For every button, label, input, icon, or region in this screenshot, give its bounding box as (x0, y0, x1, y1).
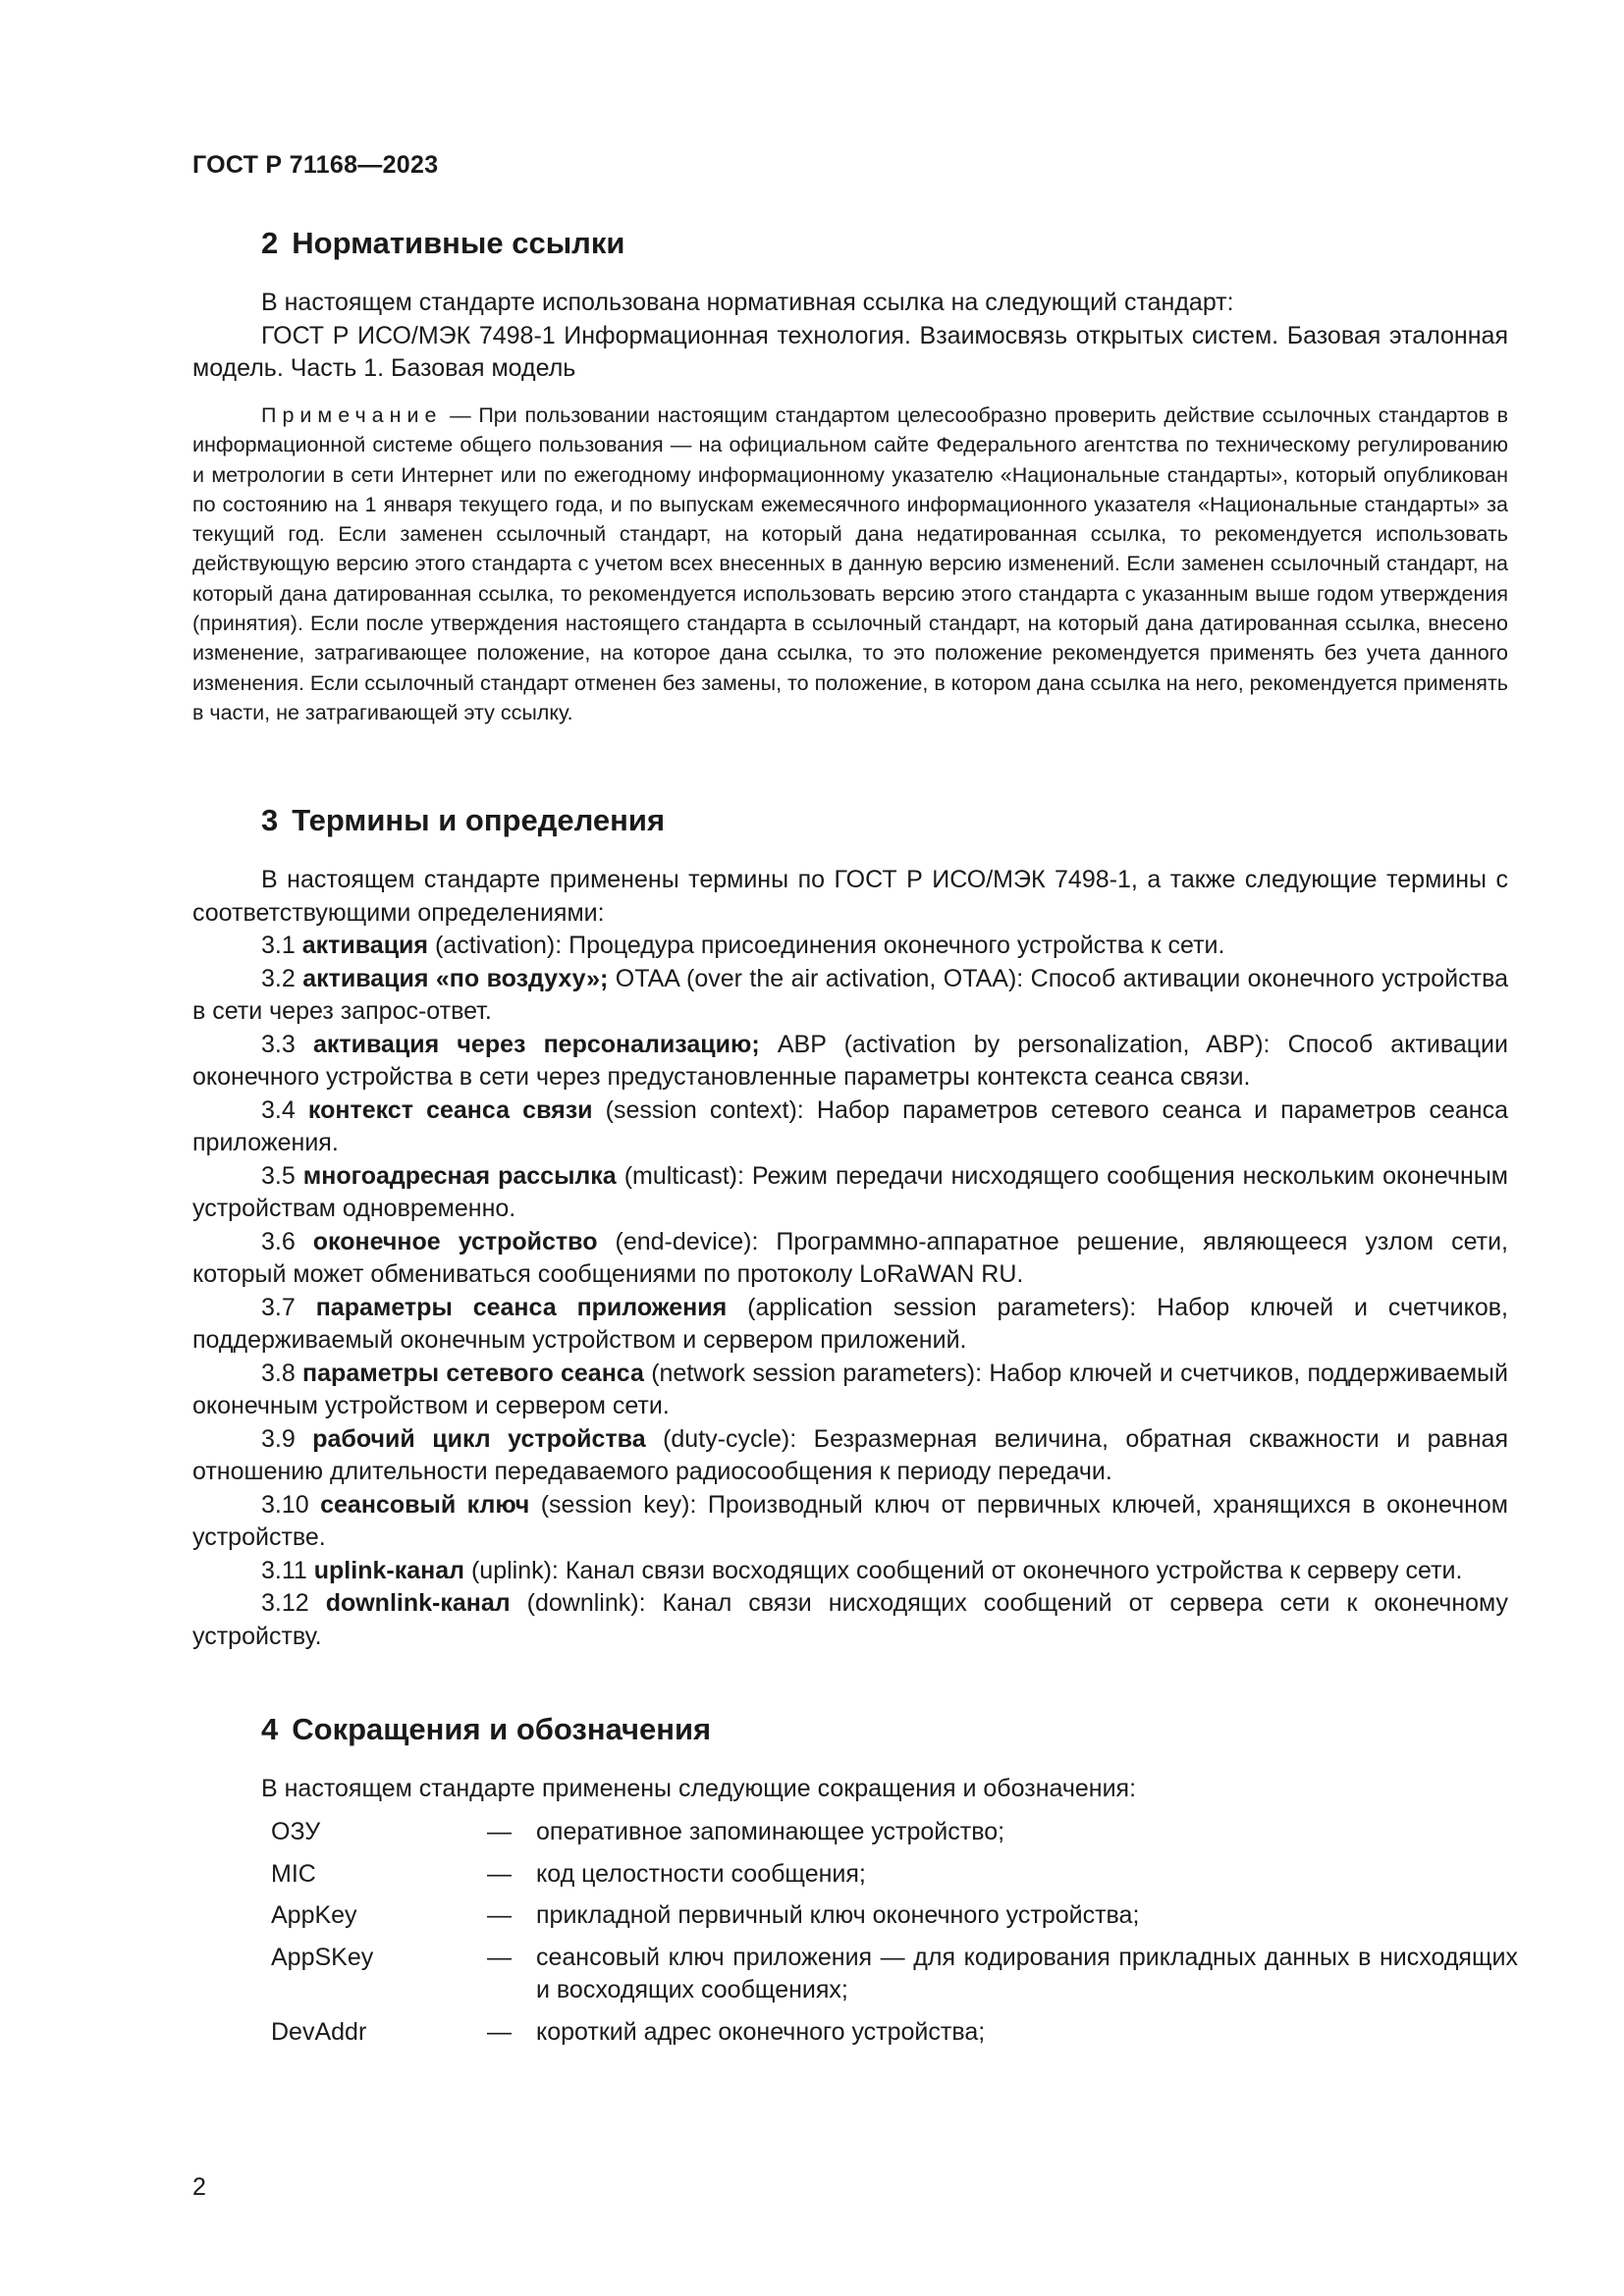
section-4-body (192, 1773, 1508, 1806)
term-item (192, 1423, 1508, 1489)
term-definition: (activation): Процедура присоединения оконечного устройства к сети. (428, 932, 1225, 959)
term-name: сеансовый ключ (320, 1490, 530, 1519)
term-name: оконечное устройство (312, 1227, 598, 1255)
term-item (192, 1095, 1508, 1160)
abbreviation-row (271, 1942, 1518, 2007)
section-3-body (192, 864, 1508, 1653)
document-header: ГОСТ Р 71168—2023 (192, 151, 439, 179)
term-name: активация «по воздуху»; (302, 964, 609, 992)
term-number: 3.4 (261, 1095, 296, 1124)
term-item (192, 930, 1508, 963)
term-number: 3.1 (261, 932, 296, 959)
section-2-body (192, 287, 1508, 386)
term-name: параметры сетевого сеанса (302, 1359, 644, 1387)
term-item (192, 1292, 1508, 1358)
abbreviation-dash: — (487, 1901, 512, 1929)
term-number: 3.12 (261, 1589, 309, 1617)
term-definition: (downlink): Канал связи нисходящих сообщений от сервера сети к оконечному устройству. (192, 1589, 1508, 1650)
section-2-reference: ГОСТ Р ИСО/МЭК 7498-1 Информационная технология. Взаимосвязь открытых систем. Базовая эталонная модель. Часть 1. Базовая модель (192, 321, 1508, 382)
term-name: многоадресная рассылка (302, 1161, 617, 1190)
abbreviation-definition: прикладной первичный ключ оконечного устройства; (536, 1901, 1140, 1929)
term-item (192, 1555, 1508, 1588)
section-3-number: 3 (261, 803, 279, 837)
abbreviation-code: AppSKey (271, 1943, 374, 1971)
page-number: 2 (192, 2173, 206, 2201)
term-number: 3.2 (261, 964, 296, 992)
section-3-intro: В настоящем стандарте применены термины по ГОСТ Р ИСО/МЭК 7498-1, а также следующие термины с соответствующими определениями: (192, 866, 1508, 927)
abbreviation-row (271, 1899, 1518, 1933)
term-name: рабочий цикл устройства (312, 1424, 646, 1453)
abbreviation-code: AppKey (271, 1901, 357, 1929)
term-item (192, 1358, 1508, 1423)
abbreviation-code: MIC (271, 1859, 316, 1888)
term-name: активация через персонализацию; (312, 1030, 760, 1058)
term-number: 3.10 (261, 1490, 309, 1519)
abbreviation-dash: — (487, 1859, 512, 1888)
term-item (192, 1226, 1508, 1292)
abbreviation-dash: — (487, 1943, 512, 1971)
term-definition: (session context): Набор параметров сетевого сеанса и параметров сеанса приложения. (192, 1095, 1508, 1156)
section-4-intro: В настоящем стандарте применены следующие сокращения и обозначения: (261, 1775, 1137, 1802)
term-definition: ABP (activation by personalization, ABP): Способ активации оконечного устройства в сети через предустановленные параметры контекста сеанса связи. (192, 1030, 1508, 1091)
term-number: 3.11 (261, 1556, 307, 1584)
abbreviation-row (271, 1816, 1518, 1849)
term-number: 3.8 (261, 1359, 296, 1387)
section-2-title: Нормативные ссылки (292, 226, 625, 260)
section-2-heading (261, 226, 624, 261)
section-2-note (192, 400, 1508, 727)
abbreviation-definition: сеансовый ключ приложения — для кодирования прикладных данных в нисходящих и восходящих сообщениях; (536, 1943, 1518, 2003)
section-2-number: 2 (261, 226, 279, 260)
term-number: 3.9 (261, 1424, 296, 1453)
term-number: 3.6 (261, 1227, 296, 1255)
term-item (192, 1489, 1508, 1555)
section-2-intro: В настоящем стандарте использована нормативная ссылка на следующий стандарт: (261, 289, 1234, 316)
note-label: Примечание (261, 403, 443, 427)
term-definition: (network session parameters): Набор ключей и счетчиков, поддерживаемый оконечным устройством и сервером сети. (192, 1359, 1508, 1419)
section-3-title: Термины и определения (292, 803, 666, 837)
term-name: uplink-канал (313, 1556, 465, 1584)
note-text: — При пользовании настоящим стандартом целесообразно проверить действие ссылочных стандартов в информационной системе общего пользования — на официальном сайте Федерального агентства по техническому регулированию и метрологии в сети Интернет или по ежегодному информационному указателю «Национальные стандарты», который опубликован по состоянию на 1 января текущего года, и по выпускам ежемесячного информационного указателя «Национальные стандарты» за текущий год. Если заменен ссылочный стандарт, на который дана недатированная ссылка, то рекомендуется использовать действующую версию этого стандарта с учетом всех внесенных в данную версию изменений. Если заменен ссылочный стандарт, на который дана датированная ссылка, то рекомендуется использовать версию этого стандарта с указанным выше годом утверждения (принятия). Если после утверждения настоящего стандарта в ссылочный стандарт, на который дана датированная ссылка, внесено изменение, затрагивающее положение, на которое дана ссылка, то это положение рекомендуется применять без учета данного изменения. Если ссылочный стандарт отменен без замены, то положение, в котором дана ссылка на него, рекомендуется применять в части, не затрагивающей эту ссылку. (192, 403, 1508, 724)
abbreviation-definition: оперативное запоминающее устройство; (536, 1818, 1005, 1845)
abbreviation-dash: — (487, 2017, 512, 2046)
abbreviation-row (271, 2016, 1518, 2050)
term-definition: (end-device): Программно-аппаратное решение, являющееся узлом сети, который может обмениваться сообщениями по протоколу LoRaWAN RU. (192, 1227, 1509, 1288)
section-4-title: Сокращения и обозначения (292, 1712, 712, 1746)
terms-list (192, 930, 1508, 1653)
abbreviation-dash: — (487, 1818, 512, 1845)
term-number: 3.5 (261, 1161, 296, 1190)
term-number: 3.3 (261, 1030, 296, 1058)
abbreviations-list (271, 1816, 1518, 2057)
abbreviation-row (271, 1858, 1518, 1892)
term-definition: (multicast): Режим передачи нисходящего сообщения нескольким оконечным устройствам одновременно. (192, 1161, 1508, 1222)
term-name: параметры сеанса приложения (315, 1293, 728, 1321)
term-definition: (uplink): Канал связи восходящих сообщений от оконечного устройства к серверу сети. (464, 1556, 1463, 1584)
term-item (192, 963, 1508, 1029)
abbreviation-definition: код целостности сообщения; (536, 1859, 866, 1888)
term-definition: OTAA (over the air activation, OTAA): Способ активации оконечного устройства в сети через запрос-ответ. (192, 964, 1508, 1025)
term-definition: (application session parameters): Набор ключей и счетчиков, поддерживаемый оконечным устройством и сервером приложений. (192, 1293, 1508, 1354)
term-definition: (duty-cycle): Безразмерная величина, обратная скважности и равная отношению длительности передаваемого радиосообщения к периоду передачи. (192, 1424, 1508, 1485)
abbreviation-definition: короткий адрес оконечного устройства; (536, 2017, 986, 2046)
term-item (192, 1160, 1508, 1226)
term-name: активация (301, 932, 429, 959)
abbreviation-code: ОЗУ (271, 1818, 321, 1845)
term-item (192, 1029, 1508, 1095)
abbreviation-code: DevAddr (271, 2017, 367, 2046)
term-definition: (session key): Производный ключ от первичных ключей, хранящихся в оконечном устройстве. (192, 1490, 1508, 1551)
section-3-heading (261, 803, 665, 838)
term-number: 3.7 (261, 1293, 296, 1321)
section-4-heading (261, 1712, 711, 1747)
term-item (192, 1587, 1508, 1653)
section-4-number: 4 (261, 1712, 279, 1746)
term-name: downlink-канал (325, 1589, 511, 1617)
term-name: контекст сеанса связи (307, 1095, 593, 1124)
